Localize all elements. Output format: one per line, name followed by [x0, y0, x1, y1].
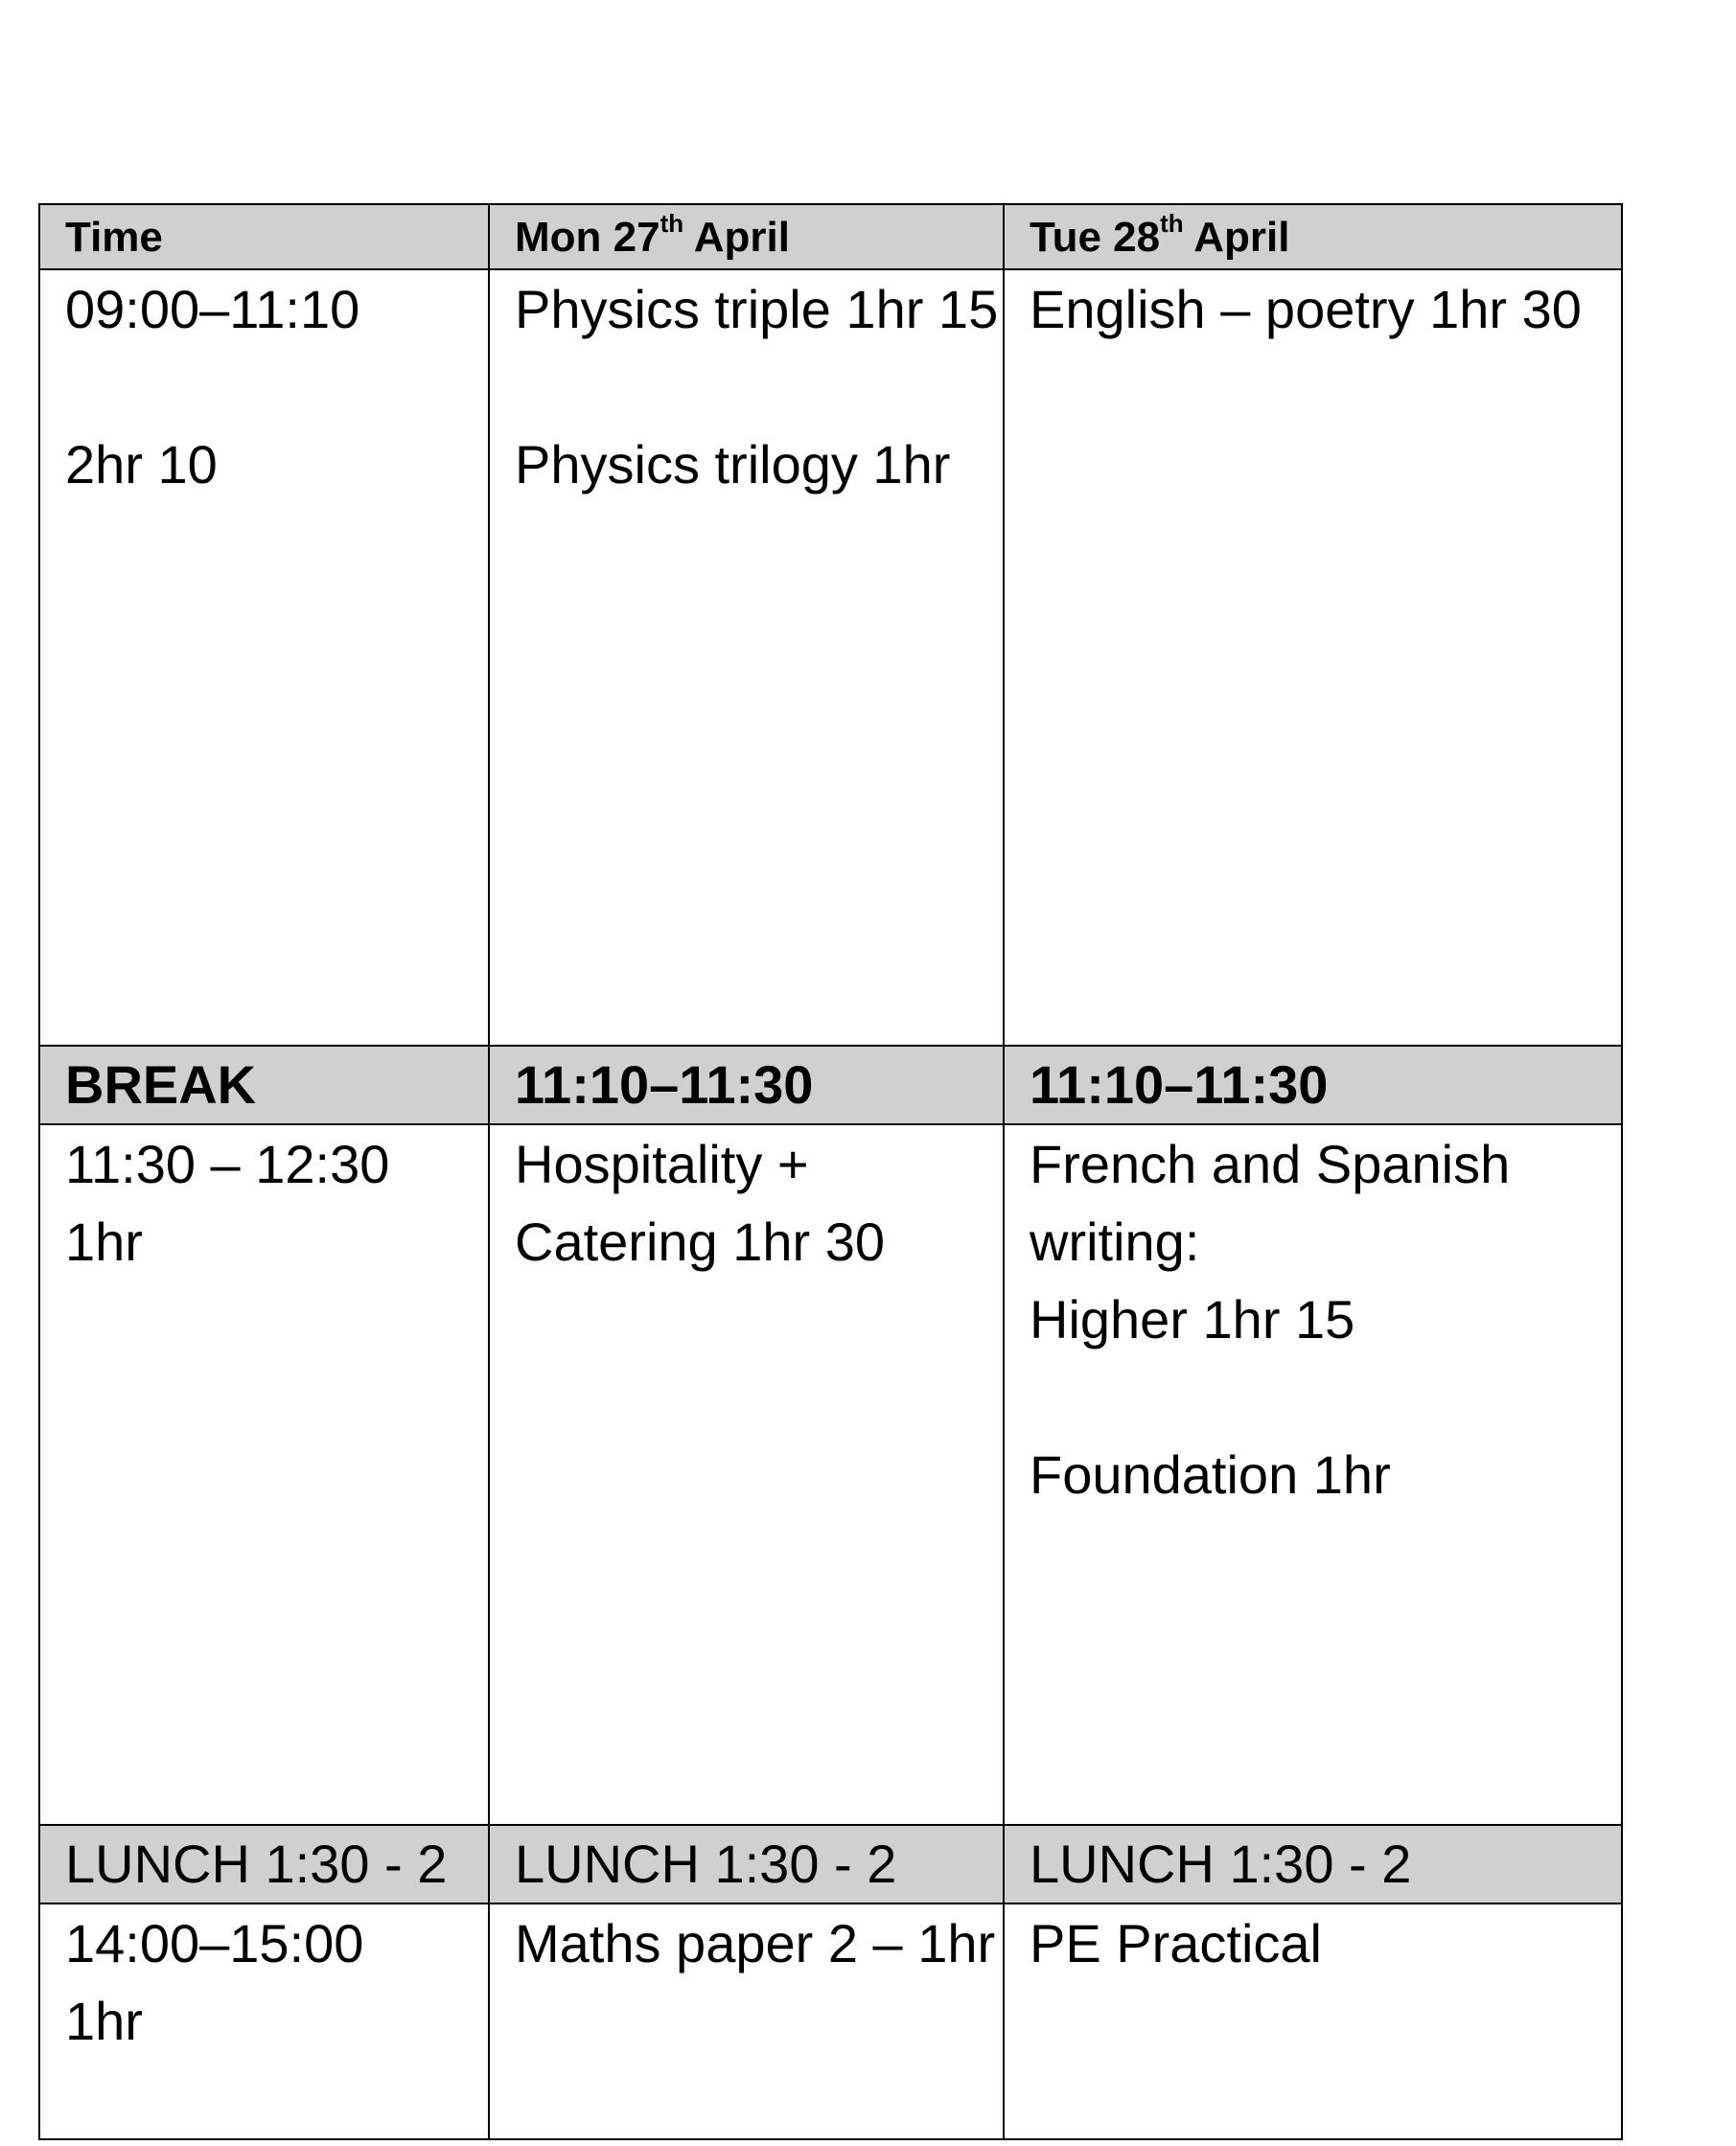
lunch-monday: LUNCH 1:30 - 2	[489, 1825, 1004, 1904]
break-row	[39, 1046, 1622, 1124]
time-range: 14:00–15:00	[65, 1913, 364, 1973]
monday-cell	[489, 269, 1004, 1046]
exam-entry: Hospitality + Catering 1hr 30	[515, 1134, 886, 1272]
header-tuesday-date: Tue 28	[1030, 214, 1161, 261]
header-tuesday-suffix: th	[1160, 209, 1184, 239]
exam-entry: Physics trilogy 1hr	[515, 434, 951, 495]
exam-entry: English – poetry 1hr 30	[1030, 279, 1582, 339]
session-row-afternoon	[39, 1904, 1622, 2139]
header-tuesday-month: April	[1183, 214, 1290, 261]
exam-entry: PE Practical	[1030, 1913, 1322, 1973]
duration: 1hr	[65, 1991, 143, 2051]
lunch-row	[39, 1825, 1622, 1904]
header-monday-suffix: th	[660, 209, 684, 239]
exam-entry: Foundation 1hr	[1030, 1444, 1391, 1505]
header-time: Time	[39, 204, 489, 269]
session-row-midday	[39, 1124, 1622, 1825]
exam-entry: French and Spanish writing:	[1030, 1134, 1511, 1272]
break-label: BREAK	[39, 1046, 489, 1124]
header-monday	[489, 204, 1004, 269]
break-time-monday: 11:10–11:30	[489, 1046, 1004, 1124]
exam-entry: Higher 1hr 15	[1030, 1289, 1355, 1350]
time-cell	[39, 1124, 489, 1825]
tuesday-cell	[1004, 269, 1622, 1046]
session-row-morning	[39, 269, 1622, 1046]
exam-entry: Maths paper 2 – 1hr	[515, 1913, 996, 1973]
time-range: 11:30 – 12:30	[65, 1134, 390, 1194]
monday-cell	[489, 1904, 1004, 2139]
duration: 1hr	[65, 1211, 143, 1272]
monday-cell	[489, 1124, 1004, 1825]
header-row	[39, 204, 1622, 269]
duration: 2hr 10	[65, 434, 218, 495]
time-cell	[39, 269, 489, 1046]
tuesday-cell	[1004, 1124, 1622, 1825]
header-tuesday	[1004, 204, 1622, 269]
exam-entry: Physics triple 1hr 15	[515, 279, 999, 339]
tuesday-cell	[1004, 1904, 1622, 2139]
header-monday-month: April	[683, 214, 790, 261]
time-cell	[39, 1904, 489, 2139]
exam-timetable	[38, 203, 1623, 2140]
time-range: 09:00–11:10	[65, 279, 360, 339]
lunch-tuesday: LUNCH 1:30 - 2	[1004, 1825, 1622, 1904]
header-monday-date: Mon 27	[515, 214, 660, 261]
break-time-tuesday: 11:10–11:30	[1004, 1046, 1622, 1124]
lunch-time: LUNCH 1:30 - 2	[39, 1825, 489, 1904]
